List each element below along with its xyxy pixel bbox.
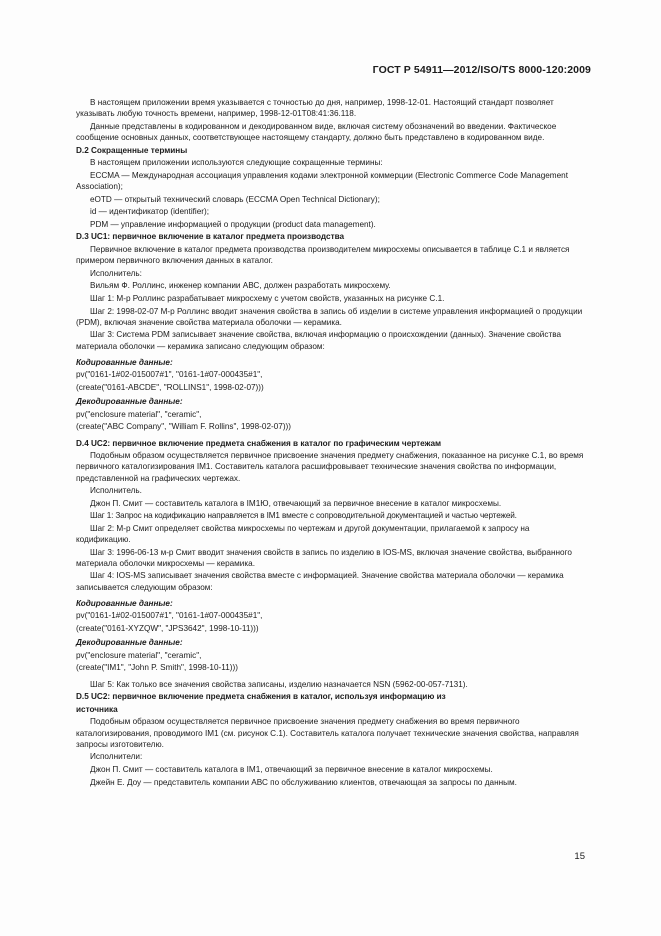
code-block [76,598,586,674]
code-line: (create("0161-ABCDE", "ROLLINS1", 1998-02-07))) [76,382,264,392]
step-item: Шаг 3: 1996-06-13 м-р Смит вводит значения свойств в запись по изделию в IOS-MS, включая значение свойства, выбранного материала оболочки микросхемы — керамика. [76,547,572,568]
paragraph: Джон П. Смит — составитель каталога в IM1Ю, отвечающий за первичное внесение в каталог микросхемы. [90,498,502,508]
code-line: pv("enclosure material", "ceramic", [76,650,202,660]
step-item: Шаг 5: Как только все значения свойства записаны, изделию назначается NSN (5962-00-057-7131). [90,679,468,689]
code-label: Кодированные данные: [76,357,173,367]
code-block [76,357,586,433]
section-heading: D.4 UC2: первичное включение предмета снабжения в каталог по графическим чертежам [76,438,442,448]
code-line: pv("0161-1#02-015007#1", "0161-1#07-000435#1", [76,370,263,380]
code-label: Декодированные данные: [76,397,183,407]
document-body [76,97,586,789]
step-item: Шаг 2: М-р Смит определяет свойства микросхемы по чертежам и другой документации, прилагаемой к запросу на кодификацию. [76,523,530,545]
code-line: pv("enclosure material", "ceramic", [76,409,202,419]
step-item: Шаг 2: 1998-02-07 М-р Роллинс вводит значения свойства в запись об изделии в системе управления информацией о продукции (PDM), включая значение свойства материала оболочки — керамика. [76,306,583,327]
paragraph: Подобным образом осуществляется первичное присвоение значения предмету снабжения, показанное на рисунке С.1, во время первичного каталогизирования IM1. Составитель каталога расшифровывает технические значения свойства по информации, представленной на графических чертежах. [76,451,584,483]
document-header: ГОСТ Р 54911—2012/ISO/TS 8000-120:2009 [372,64,591,76]
step-item: Шаг 4: IOS-MS записывает значения свойства вместе с информацией. Значение свойства материала оболочки — керамика записывается следующим образом: [76,571,564,592]
step-item: Шаг 1: Запрос на кодификацию направляется в IM1 вместе с сопроводительной документацией и частью чертежей. [90,511,517,521]
term-item: eOTD — открытый технический словарь (ECCMA Open Technical Dictionary); [90,194,380,204]
paragraph: Джейн Е. Доу — представитель компании АВС по обслуживанию клиентов, отвечающая за запросы по данным. [90,777,517,787]
page-number: 15 [574,851,585,862]
section-heading-continuation: источника [76,704,118,714]
code-line: pv("0161-1#02-015007#1", "0161-1#07-000435#1", [76,611,263,621]
paragraph: Вильям Ф. Роллинс, инженер компании АВС, должен разработать микросхему. [90,281,391,291]
section-heading: D.5 UC2: первичное включение предмета снабжения в каталог, используя информацию из [76,692,446,702]
term-item: id — идентификатор (identifier); [90,207,210,217]
paragraph: Исполнитель: [90,268,142,278]
paragraph: Данные представлены в кодированном и декодированном виде, включая систему обозначений во введении. Фактическое сообщение основных данных, соответствующее настоящему стандарту, должно быть представлено в кодированном виде. [76,121,557,142]
step-item: Шаг 1: М-р Роллинс разрабатывает микросхему с учетом свойств, указанных на рисунке С.1. [90,293,445,303]
paragraph: Первичное включение в каталог предмета производства производителем микросхемы описывается в таблице С.1 и является примером первичного включения данных в каталог. [76,244,570,266]
code-label: Декодированные данные: [76,638,183,648]
paragraph: Подобным образом осуществляется первичное присвоение значения предмету снабжения во время первичного каталогизирования, проводимого IM1 (см. рисунок С.1). Составитель каталога получает технические значения свойства, направляя запросы изготовителю. [76,717,579,749]
paragraph: В настоящем приложении используются следующие сокращенные термины: [90,158,383,168]
paragraph: Исполнитель. [90,486,142,496]
code-label: Кодированные данные: [76,598,173,608]
section-heading: D.3 UC1: первичное включение в каталог предмета производства [76,232,345,242]
paragraph: В настоящем приложении время указывается с точностью до дня, например, 1998-12-01. Настоящий стандарт позволяет указывать любую точность времени, например, 1998-12-01T08:41:36.118. [76,98,554,119]
paragraph: Исполнители: [90,752,143,762]
code-line: (create("0161-XYZQW", "JPS3642", 1998-10-11))) [76,624,259,634]
term-item: PDM — управление информацией о продукции (product data management). [90,219,376,229]
paragraph: Джон П. Смит — составитель каталога в IM1, отвечающий за первичное внесение в каталог микросхемы. [90,765,493,775]
term-item: ECCMA — Международная ассоциация управления кодами электронной коммерции (Electronic Commerce Code Management Association); [76,170,569,191]
section-heading: D.2 Сокращенные термины [76,145,188,155]
code-line: (create("ABC Company", "William F. Rollins", 1998-02-07))) [76,422,292,432]
code-line: (create("IM1", "John P. Smith", 1998-10-11))) [76,663,238,673]
step-item: Шаг 3: Система PDM записывает значение свойства, включая информацию о происхождении (данных). Значение свойства материала оболочки — керамика записано следующим образом: [76,330,562,351]
